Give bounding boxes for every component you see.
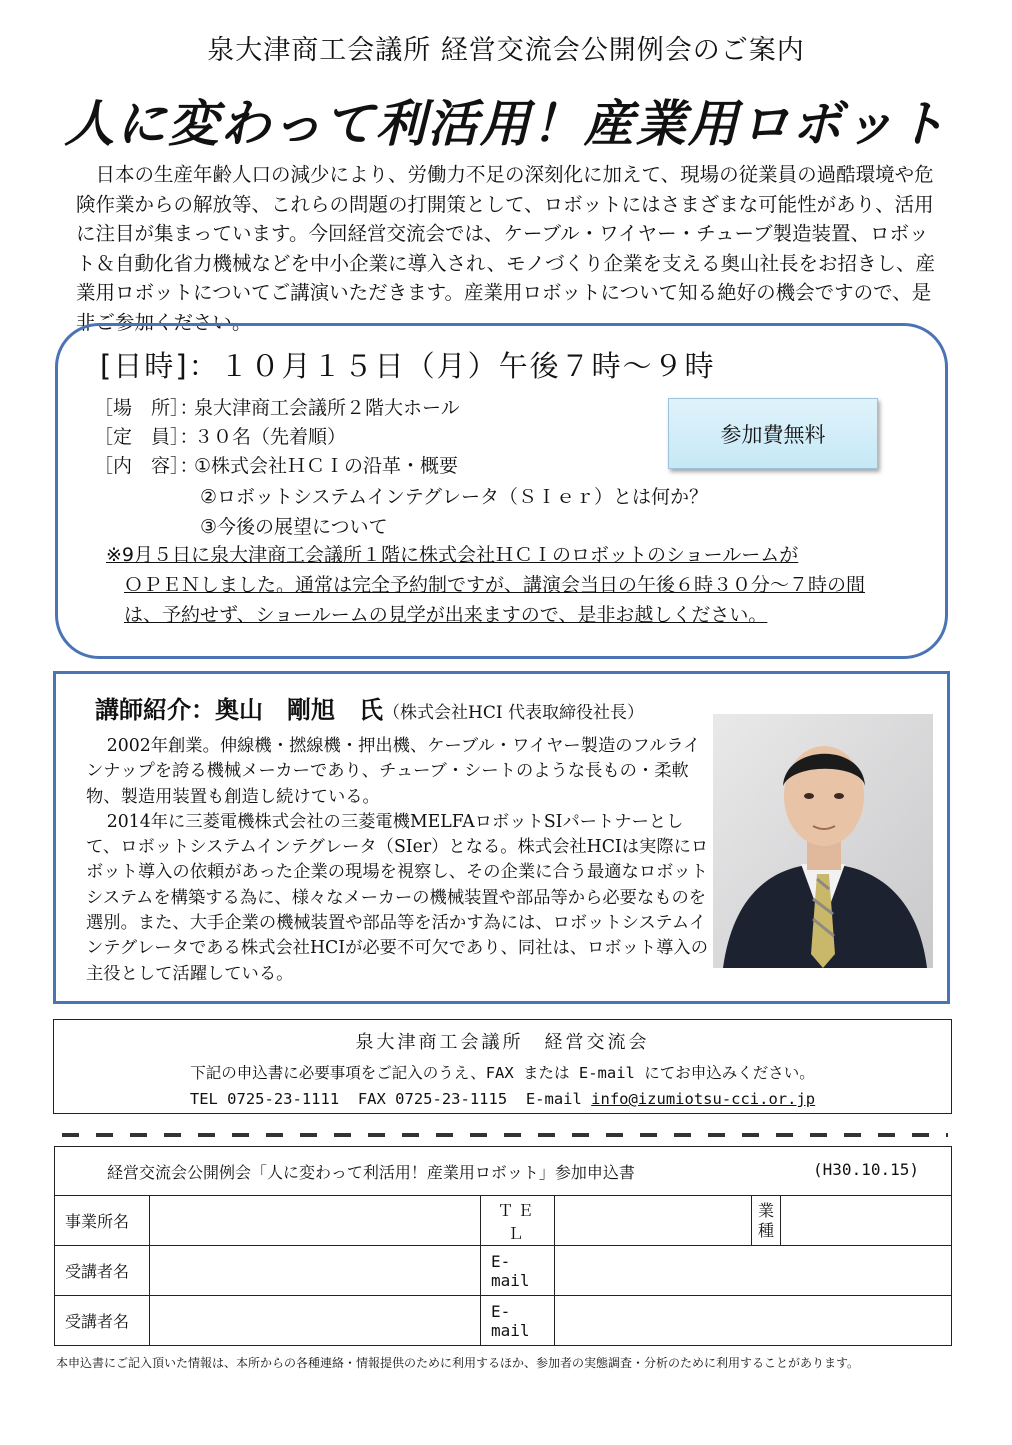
contact-email-label: E-mail bbox=[525, 1090, 582, 1108]
application-form bbox=[54, 1146, 952, 1346]
bio-paragraph: 2014年に三菱電機株式会社の三菱電機MELFAロボットSIパートナーとして、ロボットシステムインテグレータ（SIer）となる。株式会社HCIは実際にロボット導入の依頼があった企業の現場を視察し、その企業に合う最適なロボットシステムを構築する為に、様々なメーカーの機械装置や部品等から必要なものを選別。また、大手企業の機械装置や部品等を活かす為には、ロボットシステムインテグレータである株式会社HCIが必要不可欠であり、同社は、ロボット導入の主役として活躍している。 bbox=[86, 811, 709, 984]
content-label: ［内 容］： bbox=[94, 455, 199, 477]
speaker-heading bbox=[95, 690, 644, 725]
event-datetime: [日時]：１０月１５日（月）午後７時～９時 bbox=[100, 349, 716, 383]
fee-label: 参加費無料 bbox=[720, 422, 826, 447]
industry-field[interactable] bbox=[781, 1196, 952, 1246]
topic-item: ②ロボットシステムインテグレータ（ＳＩｅｒ）とは何か？ bbox=[200, 486, 708, 508]
showroom-notice-line: ※9月５日に泉大津商工会議所１階に株式会社ＨＣＩのロボットのショールームが bbox=[106, 544, 799, 566]
page-subtitle: 泉大津商工会議所 経営交流会公開例会のご案内 bbox=[207, 35, 805, 66]
contact-email-link[interactable]: info@izumiotsu-cci.or.jp bbox=[591, 1090, 816, 1108]
industry-label: 業種 bbox=[752, 1196, 781, 1246]
tel-label: ＴＥＬ bbox=[481, 1196, 555, 1246]
cut-line-divider bbox=[62, 1133, 948, 1137]
showroom-notice-line: は、予約せず、ショールームの見学が出来ますので、是非お越しください。 bbox=[124, 604, 768, 626]
email-field[interactable] bbox=[555, 1246, 952, 1296]
company-label: 事業所名 bbox=[55, 1196, 150, 1246]
place-value: 泉大津商工会議所２階大ホール bbox=[194, 397, 460, 419]
contact-tel: TEL 0725-23-1111 bbox=[189, 1090, 340, 1108]
place-label: ［場 所］： bbox=[94, 397, 199, 419]
topic-item: ①株式会社ＨＣＩの沿革・概要 bbox=[194, 455, 459, 477]
form-title: 経営交流会公開例会「人に変わって利活用！産業用ロボット」参加申込書 bbox=[107, 1162, 635, 1182]
attendee-field[interactable] bbox=[150, 1296, 481, 1346]
contact-box bbox=[53, 1019, 952, 1114]
page-title: 人に変わって利活用！産業用ロボット bbox=[64, 95, 948, 153]
attendee-label: 受講者名 bbox=[55, 1246, 150, 1296]
free-admission-badge bbox=[668, 398, 878, 469]
capacity-value: ３０名（先着順） bbox=[194, 426, 347, 448]
form-header bbox=[55, 1147, 952, 1196]
event-capacity-row bbox=[94, 423, 346, 452]
privacy-footnote: 本申込書にご記入頂いた情報は、本所からの各種連絡・情報提供のために利用するほか、参加者の実態調査・分析のために利用することがあります。 bbox=[56, 1356, 860, 1370]
speaker-bio bbox=[86, 734, 710, 987]
email-field[interactable] bbox=[555, 1296, 952, 1346]
form-date: (H30.10.15) bbox=[813, 1159, 919, 1179]
email-label: E-mail bbox=[481, 1296, 555, 1346]
contact-fax: FAX 0725-23-1115 bbox=[357, 1090, 508, 1108]
intro-paragraph: 日本の生産年齢人口の減少により、労働力不足の深刻化に加えて、現場の従業員の過酷環境や危険作業からの解放等、これらの問題の打開策として、ロボットにはさまざまな可能性があり、活用に注目が集まっています。今回経営交流会では、ケーブル・ワイヤー・チューブ製造装置、ロボット＆自動化省力機械などを中小企業に導入され、モノづくり企業を支える奥山社長をお招きし、産業用ロボットについてご講演いただきます。産業用ロボットについて知る絶好の機会ですので、是非ご参加ください。 bbox=[76, 163, 935, 334]
company-field[interactable] bbox=[150, 1196, 481, 1246]
intro-section bbox=[76, 160, 946, 337]
speaker-name: 講師紹介：奥山 剛旭 氏 bbox=[95, 695, 383, 724]
attendee-label: 受講者名 bbox=[55, 1296, 150, 1346]
contact-title: 泉大津商工会議所 経営交流会 bbox=[355, 1032, 650, 1053]
topic-item: ③今後の展望について bbox=[200, 516, 388, 538]
bio-paragraph: 2002年創業。伸線機・撚線機・押出機、ケーブル・ワイヤー製造のフルラインナップを誇る機械メーカーであり、チューブ・シートのような長もの・柔軟物、製造用装置も創造し続けている。 bbox=[86, 736, 701, 807]
capacity-label: ［定 員］： bbox=[94, 426, 199, 448]
event-place-row bbox=[94, 394, 460, 423]
email-label: E-mail bbox=[481, 1246, 555, 1296]
contact-instruction: 下記の申込書に必要事項をご記入のうえ、FAX または E-mail にてお申込みください。 bbox=[190, 1064, 815, 1082]
tel-field[interactable] bbox=[555, 1196, 752, 1246]
speaker-photo bbox=[713, 714, 933, 968]
contact-details bbox=[54, 1090, 951, 1108]
event-content-row bbox=[94, 452, 458, 481]
speaker-org: （株式会社HCI 代表取締役社長） bbox=[383, 703, 644, 723]
showroom-notice-line: ＯＰＥＮしました。通常は完全予約制ですが、講演会当日の午後６時３０分～７時の間 bbox=[124, 574, 866, 596]
attendee-field[interactable] bbox=[150, 1246, 481, 1296]
